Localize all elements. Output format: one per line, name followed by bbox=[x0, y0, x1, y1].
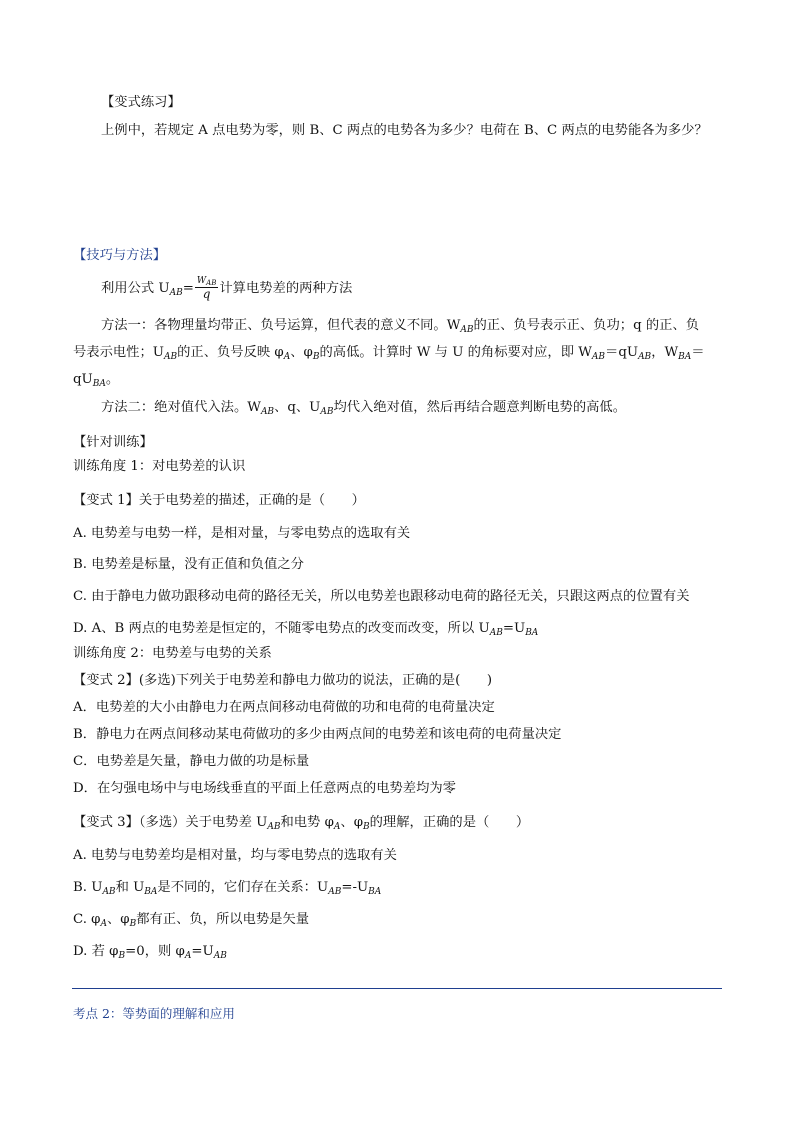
method1-line2: 号表示电性；$U_{AB}$的正、负号反映 $\varphi_A$、$\varphi_B$的高低。计算时 W 与 U 的角标要对应，即 $W_{AB}=qU_{AB}$，$W_{BA}=$ bbox=[73, 345, 705, 362]
topic-2-heading: 考点 2：等势面的理解和应用 bbox=[73, 1006, 235, 1021]
training-title: 【针对训练】 bbox=[73, 435, 153, 450]
variant-practice-question: 上例中，若规定 A 点电势为零，则 B、C 两点的电势各为多少？电荷在 B、C 两点的电势能各为多少？ bbox=[101, 123, 708, 138]
method1-line3: $qU_{BA}$。 bbox=[73, 372, 120, 389]
question-2-option-a: A．电势差的大小由静电力在两点间移动电荷做的功和电荷的电荷量决定 bbox=[73, 700, 495, 715]
question-3-option-b: B. $U_{AB}$和 $U_{BA}$是不同的，它们存在关系：$U_{AB}=-U_{BA}$ bbox=[73, 880, 382, 897]
formula-intro: 利用公式 $U_{AB}=$ $\frac{W_{AB}}{q}$ 计算电势差的两种方法 bbox=[101, 276, 353, 301]
question-3-option-d: D. 若 $\varphi_B=0$，则 $\varphi_A=U_{AB}$ bbox=[73, 944, 227, 961]
training-angle-2: 训练角度 2：电势差与电势的关系 bbox=[73, 646, 272, 661]
question-1: 【变式 1】关于电势差的描述，正确的是（ ） bbox=[73, 493, 365, 508]
question-2-option-c: C．电势差是矢量，静电力做的功是标量 bbox=[73, 754, 310, 769]
question-2-option-b: B．静电力在两点间移动某电荷做功的多少由两点间的电势差和该电荷的电荷量决定 bbox=[73, 727, 562, 742]
question-2-option-d: D．在匀强电场中与电场线垂直的平面上任意两点的电势差均为零 bbox=[73, 781, 456, 796]
formula-fraction: $\frac{W_{AB}}{q}$ bbox=[196, 276, 217, 301]
section-divider bbox=[72, 988, 722, 989]
question-3: 【变式 3】（多选）关于电势差 $U_{AB}$和电势 $\varphi_A$、$\varphi_B$的理解，正确的是（ ） bbox=[73, 815, 530, 832]
question-1-option-a: A. 电势差与电势一样，是相对量，与零电势点的选取有关 bbox=[73, 526, 411, 541]
question-2: 【变式 2】(多选)下列关于电势差和静电力做功的说法，正确的是( ) bbox=[73, 673, 493, 688]
question-1-option-b: B. 电势差是标量，没有正值和负值之分 bbox=[73, 557, 304, 572]
training-angle-1: 训练角度 1：对电势差的认识 bbox=[73, 459, 246, 474]
variant-practice-title: 【变式练习】 bbox=[101, 95, 181, 110]
question-3-option-c: C. $\varphi_A$、$\varphi_B$都有正、负，所以电势是矢量 bbox=[73, 912, 310, 929]
question-1-option-d: D. A、B 两点的电势差是恒定的，不随零电势点的改变而改变，所以 $U_{AB}=U_{BA}$ bbox=[73, 621, 539, 638]
skills-title: 【技巧与方法】 bbox=[73, 248, 167, 263]
question-1-option-c: C. 由于静电力做功跟移动电荷的路径无关，所以电势差也跟移动电荷的路径无关，只跟这两点的位置有关 bbox=[73, 589, 690, 604]
method2: 方法二：绝对值代入法。$W_{AB}$、q、$U_{AB}$均代入绝对值，然后再结合题意判断电势的高低。 bbox=[101, 400, 627, 417]
method1-line1: 方法一：各物理量均带正、负号运算，但代表的意义不同。$W_{AB}$的正、负号表示正、负功；q 的正、负 bbox=[101, 318, 700, 335]
question-3-option-a: A. 电势与电势差均是相对量，均与零电势点的选取有关 bbox=[73, 848, 397, 863]
